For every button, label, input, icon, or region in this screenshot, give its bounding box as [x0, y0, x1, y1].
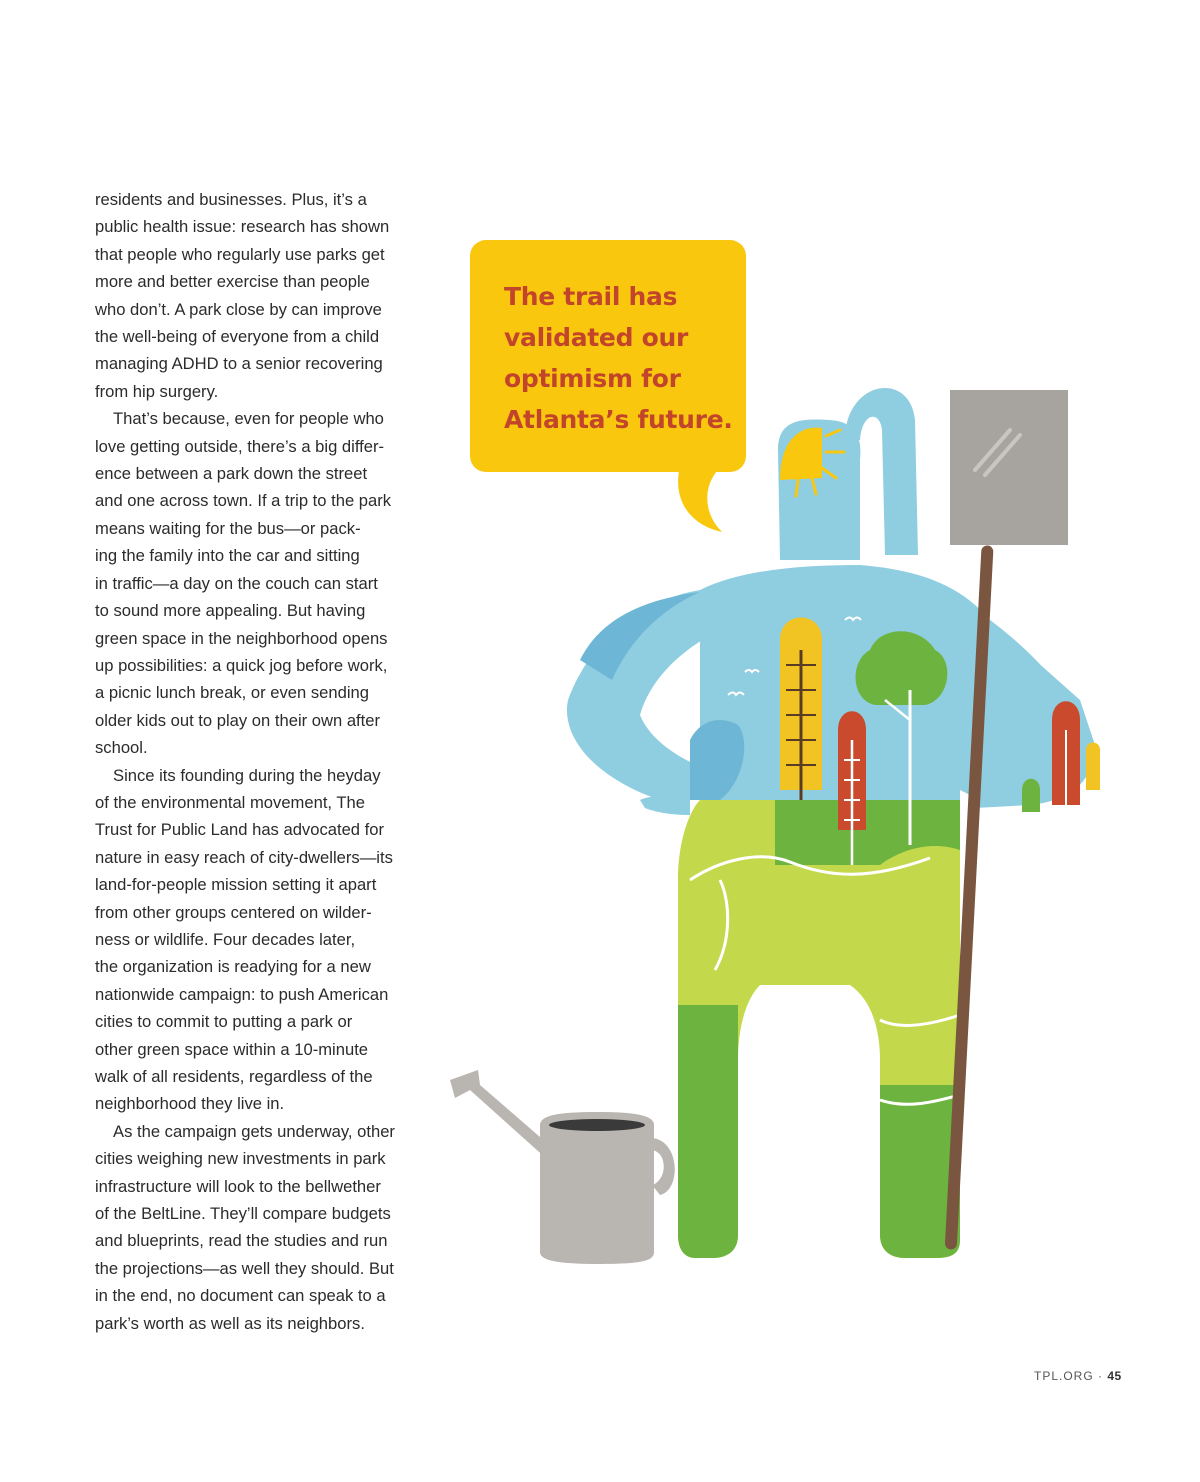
article-line: more and better exercise than people — [95, 272, 370, 292]
article-line: other green space within a 10-minute — [95, 1039, 369, 1059]
article-line: nationwide campaign: to push American — [95, 984, 389, 1004]
article-line: cities to commit to putting a park or — [95, 1012, 353, 1032]
article-line: Since its founding during the heyday — [113, 765, 381, 785]
article-line: the well-being of everyone from a child — [95, 327, 380, 347]
article-line: walk of all residents, regardless of the — [95, 1067, 373, 1086]
article-line: and blueprints, read the studies and run — [95, 1231, 388, 1251]
pullquote-line: validated our — [504, 323, 688, 352]
article-line: that people who regularly use parks get — [95, 244, 385, 264]
article-line: Trust for Public Land has advocated for — [95, 820, 385, 840]
article-line: land-for-people mission setting it apart — [95, 875, 377, 895]
article-line: of the BeltLine. They’ll compare budgets — [95, 1204, 391, 1224]
article-line: a picnic lunch break, or even sending — [95, 683, 369, 703]
article-line: neighborhood they live in. — [95, 1094, 285, 1114]
article-body — [95, 186, 420, 1337]
pullquote-bubble-tail — [660, 466, 730, 536]
article-line: infrastructure will look to the bellwether — [95, 1176, 381, 1196]
pullquote-line: optimism for — [504, 364, 681, 393]
article-line: means waiting for the bus—or pack- — [95, 518, 361, 538]
article-line: up possibilities: a quick jog before work, — [95, 655, 388, 675]
folio-separator: · — [1098, 1369, 1104, 1383]
pullquote-text — [504, 276, 744, 440]
article-line: ence between a park down the street — [95, 464, 368, 484]
article-line: residents and businesses. Plus, it’s a — [95, 190, 367, 209]
article-line: from hip surgery. — [95, 381, 219, 401]
page-number: 45 — [1107, 1369, 1122, 1383]
pullquote-line: The trail has — [504, 282, 678, 311]
article-line: who don’t. A park close by can improve — [95, 299, 382, 319]
article-line: the organization is readying for a new — [95, 957, 371, 977]
article-line: managing ADHD to a senior recovering — [95, 354, 383, 374]
article-line: cities weighing new investments in park — [95, 1149, 386, 1169]
article-line: ness or wildlife. Four decades later, — [95, 929, 356, 949]
folio-site: TPL.ORG — [1034, 1369, 1094, 1383]
article-line: green space in the neighborhood opens — [95, 628, 388, 648]
left-hand — [640, 796, 690, 815]
watering-can-spout — [450, 1070, 555, 1160]
article-line: park’s worth as well as its neighbors. — [95, 1313, 365, 1333]
article-line: and one across town. If a trip to the park — [95, 491, 392, 511]
article-line: ing the family into the car and sitting — [95, 546, 360, 566]
article-line: public health issue: research has shown — [95, 217, 390, 237]
page-folio — [1034, 1369, 1122, 1383]
article-line: to sound more appealing. But having — [95, 601, 366, 621]
article-line: That’s because, even for people who — [113, 409, 384, 429]
watering-can-body — [540, 1112, 654, 1264]
article-line: the projections—as well they should. But — [95, 1258, 394, 1278]
article-line: in traffic—a day on the couch can start — [95, 573, 378, 593]
article-line: older kids out to play on their own after — [95, 710, 381, 730]
pullquote-line: Atlanta’s future. — [504, 405, 733, 434]
article-line: of the environmental movement, The — [95, 792, 365, 812]
article-line: love getting outside, there’s a big differ- — [95, 436, 385, 456]
article-line: school. — [95, 738, 148, 758]
article-line: in the end, no document can speak to a — [95, 1286, 386, 1306]
shovel-blade — [950, 390, 1068, 545]
article-line: nature in easy reach of city-dwellers—its — [95, 847, 393, 867]
article-line: from other groups centered on wilder- — [95, 902, 372, 922]
article-line: As the campaign gets underway, other — [113, 1121, 395, 1141]
